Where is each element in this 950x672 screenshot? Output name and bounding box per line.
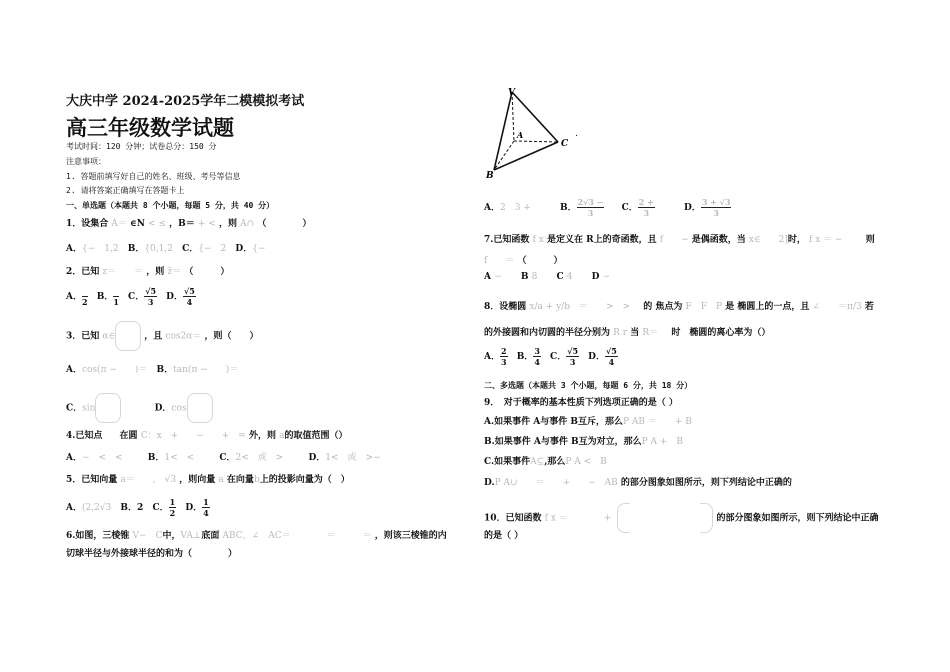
q1-mid: ∈N <box>130 219 145 229</box>
q8-line-2 <box>484 325 770 338</box>
q7-mid-2: 是偶函数，当 <box>691 235 746 245</box>
q8-mid: 的 焦点为 <box>643 302 683 312</box>
q10-label: 10．已知函数 <box>484 513 542 524</box>
q1-option-d[interactable]: D．{− <box>235 244 266 254</box>
q6-option-b[interactable]: B． $\frac{2√3 -}{3}$ <box>559 197 604 218</box>
q7-option-b[interactable]: B 8 <box>520 272 538 282</box>
q6-options <box>484 198 737 217</box>
q6-option-a[interactable]: A．2 3 + <box>484 203 531 213</box>
q8-tail-2: 时 椭圆的离心率为（） <box>671 328 771 338</box>
q8-tail: 若 <box>864 302 874 312</box>
q2-option-d[interactable]: D． $\frac{√5}{4}$ <box>166 286 195 307</box>
q8-options <box>484 347 624 366</box>
q7-option-d[interactable]: D − <box>591 272 611 282</box>
q8-option-a[interactable]: A． $\frac{2}{3}$ <box>484 346 507 367</box>
section-1-heading: 一、单选题（本题共 8 个小题，每题 5 分，共 40 分） <box>66 201 275 210</box>
q7-tail: 则 <box>865 235 875 245</box>
exam-school-heading: 大庆中学 2024-2025学年二模模拟考试 <box>66 94 305 109</box>
q2-option-a[interactable]: A． 2 <box>66 287 88 306</box>
q5-options <box>66 498 216 517</box>
q10-line-2: 的是（ ） <box>484 531 524 541</box>
q7-line-2 <box>484 253 563 266</box>
q8-expr-4: R r <box>613 328 628 338</box>
label-a: A <box>517 130 524 140</box>
exam-info: 考试时间：120 分钟；试卷总分：150 分 <box>66 142 217 151</box>
q1-paren: （ ） <box>257 219 312 229</box>
q6-mid: 中， <box>162 531 181 541</box>
q8-line-2-text: 的外接圆和内切圆的半径分别为 <box>484 328 611 338</box>
exam-title: 高三年级数学试题 <box>66 115 234 140</box>
question-5 <box>66 472 350 485</box>
q3-options-ab <box>66 362 244 375</box>
q5-expr-2: a <box>218 475 224 485</box>
q6-label: 6.如图，三棱锥 <box>66 531 130 541</box>
q7-options <box>484 272 616 282</box>
q3-label: 3．已知 <box>66 331 100 342</box>
q7-expr: f x <box>532 235 544 245</box>
q7-mid-3: 时， <box>787 235 806 245</box>
question-6 <box>66 528 447 541</box>
q1-tail: ，则 <box>219 219 238 229</box>
q8-expr-3: ∠ ＝ <box>812 302 848 312</box>
question-7 <box>484 232 875 245</box>
edge-va <box>512 92 514 141</box>
q5-option-c[interactable]: C． $\frac{1}{2}$ <box>152 497 176 518</box>
q4-label: 4.已知点 <box>66 431 103 441</box>
q4-option-b[interactable]: B．1< < <box>147 453 195 463</box>
q7-paren: （ ） <box>517 256 563 266</box>
q8-expr-3b: π/3 <box>847 302 862 312</box>
q7-mid: 是定义在 R上的奇函数，且 <box>546 235 657 245</box>
q2-expr-2: z̄＝ <box>167 267 182 277</box>
q3-mid: ，且 <box>144 331 163 342</box>
q5-option-b[interactable]: B．2 <box>120 503 144 513</box>
q6-option-d[interactable]: D． $\frac{3 + √3}{3}$ <box>684 197 731 218</box>
q3-options-cd <box>66 393 219 423</box>
q6-mid-2: 底面 <box>201 531 220 541</box>
q2-option-b[interactable]: B． 1 <box>97 287 119 306</box>
q7-expr-5: f ＝ <box>484 256 515 266</box>
label-v: V <box>508 88 515 98</box>
figure-dot: . <box>575 129 578 139</box>
q9-option-c[interactable]: C.如果事件A⊆,那么P A < B <box>484 457 607 467</box>
notice-2: 2. 请将答案正确填写在答题卡上 <box>66 186 185 195</box>
question-8 <box>484 299 874 312</box>
edge-ac <box>514 141 558 142</box>
q8-option-c[interactable]: C． $\frac{√5}{3}$ <box>550 346 579 367</box>
q5-mid-2: 在向量 <box>226 475 254 485</box>
q1-label: 1．设集合 <box>66 219 109 229</box>
label-c: C <box>561 139 569 149</box>
q9-option-b[interactable]: B.如果事件 A与事件 B互为对立，那么P A + B <box>484 437 684 447</box>
question-2 <box>66 264 229 277</box>
question-1 <box>66 216 311 229</box>
q6-tail: ，则该三棱锥的内 <box>374 531 447 541</box>
question-3 <box>66 321 259 351</box>
q4-options <box>66 450 387 463</box>
q7-option-c[interactable]: C 4 <box>556 272 573 282</box>
q1-option-a[interactable]: A．{− 1,2 <box>66 244 119 254</box>
q3-expr: α∈ <box>102 331 116 342</box>
q1-option-c[interactable]: C．{− 2 <box>182 244 227 254</box>
q4-tail: 外，则 <box>248 431 276 441</box>
q5-mid: ，则向量 <box>179 475 216 485</box>
q5-tail: 上的投影向量为（ ） <box>259 475 350 485</box>
q8-option-d[interactable]: D． $\frac{√5}{4}$ <box>588 346 617 367</box>
question-10 <box>484 503 879 533</box>
q9-option-a[interactable]: A.如果事件 A与事件 B互斥，那么P AB ＝ + B <box>484 417 692 427</box>
q8-option-b[interactable]: B． $\frac{3}{4}$ <box>516 346 540 367</box>
question-9: 9． 对于概率的基本性质下列选项正确的是（ ） <box>484 398 678 408</box>
q8-expr-5: R＝ <box>642 328 659 338</box>
q6-option-c[interactable]: C． $\frac{2 +}{3}$ <box>621 197 654 218</box>
q6-expr-2: VA⊥ <box>180 531 202 541</box>
tetrahedron-figure <box>480 84 600 184</box>
q4-expr-2: a <box>279 431 285 441</box>
q3-option-a[interactable]: A．cos(π − )＝ <box>66 365 148 375</box>
q3-option-c[interactable]: C．sin <box>66 393 121 423</box>
q7-expr-2: f − <box>659 235 689 245</box>
q4-option-c[interactable]: C．2< 或 > <box>219 453 284 463</box>
q7-label: 7.已知函数 <box>484 235 530 245</box>
notice-title: 注意事项： <box>66 157 106 166</box>
q4-tail-2: 的取值范围（） <box>284 431 348 441</box>
q1-expr-3: + < <box>197 219 216 229</box>
q1-expr-4: A∩ <box>240 219 255 229</box>
q10-tail: 的部分图象如图所示，则下列结论中正确 <box>716 513 879 524</box>
q5-option-d[interactable]: D． $\frac{1}{4}$ <box>185 497 209 518</box>
q8-mid-2: 是 椭圆上的一点，且 <box>725 302 810 312</box>
q2-options <box>66 287 202 306</box>
q3-option-b[interactable]: B．tan(π − )＝ <box>156 365 239 375</box>
q1-option-b[interactable]: B．{0,1,2 <box>127 244 173 254</box>
q2-option-c[interactable]: C． $\frac{√5}{3}$ <box>128 286 157 307</box>
q2-label: 2．已知 <box>66 267 100 277</box>
section-2-heading: 二、多选题（本题共 3 个小题，每题 6 分，共 18 分） <box>484 381 693 390</box>
q9-option-d[interactable]: D.P A∪ ＝ + − AB 的部分图象如图所示，则下列结论中正确的 <box>484 478 792 488</box>
q1-options <box>66 241 272 254</box>
q4-option-a[interactable]: A．− < < <box>66 453 123 463</box>
q3-option-d[interactable]: D．cos <box>155 393 213 423</box>
q5-expr-3: b <box>253 475 260 485</box>
q2-tail: ，则 <box>146 267 165 277</box>
edge-bc <box>494 142 558 170</box>
q4-mid: 在圆 <box>119 431 138 441</box>
q4-option-d[interactable]: D．1< 或 >− <box>308 453 381 463</box>
notice-1: 1. 答题前填写好自己的姓名、班级、考号等信息 <box>66 172 241 181</box>
q7-option-a[interactable]: A − <box>484 272 502 282</box>
q8-expr-2: F F P <box>685 302 723 312</box>
q5-expr: a＝ , √3 <box>120 475 177 485</box>
q6-expr: V− C <box>132 531 163 541</box>
q1-expr-2: < ≤ <box>148 219 167 229</box>
q6-expr-3: ABC，∠ AC＝ ＝ ＝ <box>222 531 372 541</box>
q5-option-a[interactable]: A．(2,2√3 <box>66 503 112 513</box>
q4-expr: C：x + − + = <box>140 431 246 441</box>
q8-mid-3: 当 <box>630 328 640 338</box>
q2-paren: （ ） <box>184 267 230 277</box>
question-4 <box>66 428 348 441</box>
label-b: B <box>486 171 494 181</box>
q5-label: 5．已知向量 <box>66 475 118 485</box>
q2-expr: z＝ ＝ <box>102 267 144 277</box>
q3-tail: ，则（ ） <box>204 331 259 342</box>
q7-expr-4: f x ＝ − <box>809 235 843 245</box>
edge-vb <box>494 92 512 170</box>
q8-label: 8．设椭圆 <box>484 302 527 312</box>
q7-expr-3: x∈ 2] <box>748 235 788 245</box>
q3-expr-2: cos2α＝ <box>165 331 202 342</box>
q8-expr: x/a + y/b ＝ > > <box>529 302 631 312</box>
q6-line-2: 切球半径与外接球半径的和为（ ） <box>66 549 238 559</box>
q10-expr: f x ＝ + <box>544 513 612 524</box>
q1-expr-1: A＝ <box>111 219 127 229</box>
q1-comma: ，B＝ <box>169 219 195 229</box>
